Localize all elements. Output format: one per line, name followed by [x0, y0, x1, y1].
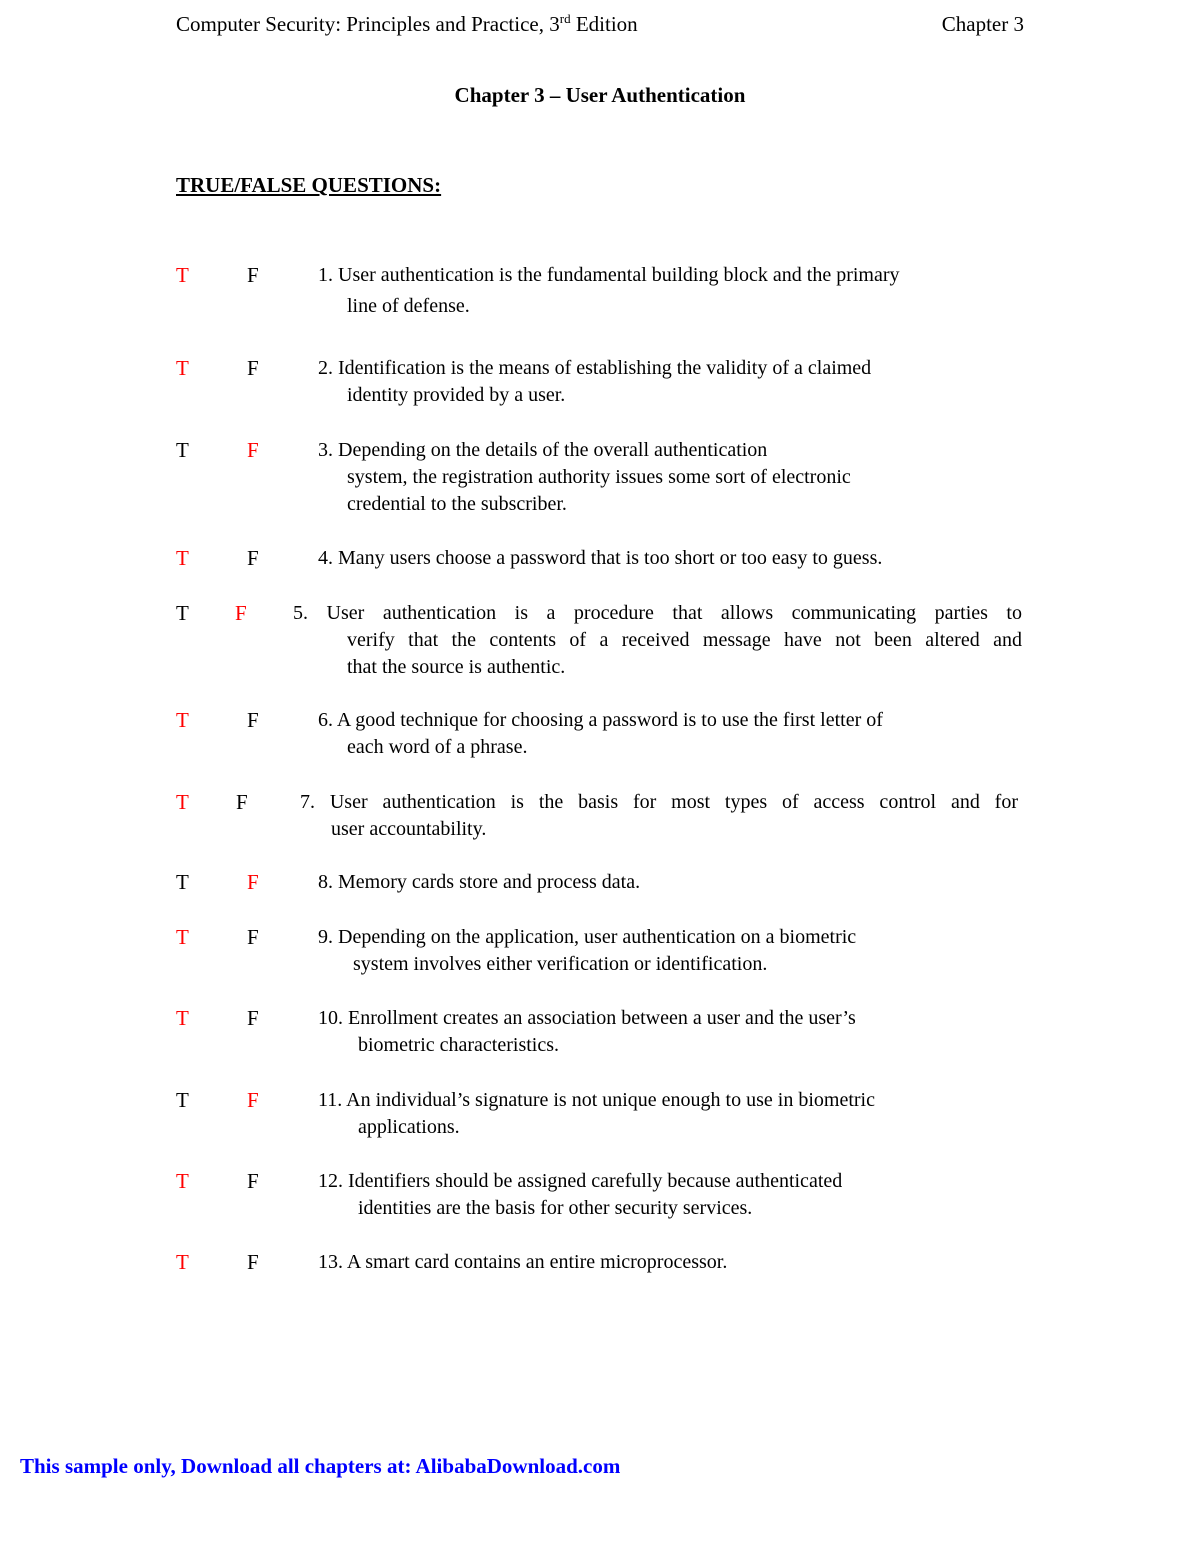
question-text [318, 1005, 1008, 1059]
question-line: line of defense. [347, 295, 470, 317]
false-option: F [247, 925, 259, 949]
download-notice: This sample only, Download all chapters at: AlibabaDownload.com [20, 1454, 621, 1478]
question-line: system, the registration authority issues some sort of electronic [347, 466, 851, 488]
true-option: T [176, 356, 189, 380]
question-text [318, 924, 1008, 978]
false-option: F [236, 790, 248, 814]
question-line: user accountability. [331, 818, 487, 840]
false-option: F [247, 263, 259, 287]
book-title: Computer Security: Principles and Practice, 3 [176, 12, 560, 36]
true-option: T [176, 546, 189, 570]
false-option: F [247, 1088, 259, 1112]
question-line: applications. [358, 1116, 460, 1138]
question-text [318, 545, 1008, 572]
false-option: F [247, 438, 259, 462]
question-text [318, 1249, 1008, 1276]
false-option: F [235, 601, 247, 625]
question-line: 6. A good technique for choosing a password is to use the first letter of [318, 709, 883, 731]
false-option: F [247, 546, 259, 570]
question-line: system involves either verification or identification. [353, 953, 768, 975]
question-line: 13. A smart card contains an entire microprocessor. [318, 1251, 728, 1273]
false-option: F [247, 356, 259, 380]
true-option: T [176, 438, 189, 462]
question-line: 4. Many users choose a password that is too short or too easy to guess. [318, 547, 883, 569]
question-line: 10. Enrollment creates an association between a user and the user’s [318, 1007, 856, 1029]
true-option: T [176, 263, 189, 287]
section-title: TRUE/FALSE QUESTIONS: [176, 173, 442, 197]
question-text [318, 355, 1008, 409]
false-option: F [247, 1250, 259, 1274]
question-line: 1. User authentication is the fundamental building block and the primary [318, 264, 900, 286]
question-text [318, 1168, 1008, 1222]
true-option: T [176, 708, 189, 732]
true-option: T [176, 1006, 189, 1030]
book-title-header [176, 10, 638, 38]
chapter-header: Chapter 3 [941, 12, 1024, 36]
false-option: F [247, 708, 259, 732]
question-text [300, 789, 1018, 843]
question-line: biometric characteristics. [358, 1034, 560, 1056]
true-option: T [176, 1088, 189, 1112]
question-line: 11. An individual’s signature is not unique enough to use in biometric [318, 1089, 875, 1111]
question-line: credential to the subscriber. [347, 493, 567, 515]
chapter-title: Chapter 3 – User Authentication [454, 83, 746, 107]
question-line: each word of a phrase. [347, 736, 528, 758]
question-line: identities are the basis for other security services. [358, 1197, 753, 1219]
true-option: T [176, 870, 189, 894]
question-line: 2. Identification is the means of establishing the validity of a claimed [318, 357, 872, 379]
question-text [318, 437, 1008, 518]
question-line: that the source is authentic. [347, 656, 566, 678]
edition-superscript: rd [559, 11, 571, 26]
true-option: T [176, 601, 189, 625]
question-line: 12. Identifiers should be assigned carefully because authenticated [318, 1170, 843, 1192]
question-text [318, 262, 1008, 320]
false-option: F [247, 870, 259, 894]
question-text [318, 1087, 1008, 1141]
question-line: 7. User authentication is the basis for most types of access control and for [300, 791, 1018, 813]
true-option: T [176, 1169, 189, 1193]
question-line: 9. Depending on the application, user authentication on a biometric [318, 926, 857, 948]
edition-word: Edition [570, 12, 638, 36]
true-option: T [176, 790, 189, 814]
question-text [293, 600, 1022, 681]
question-line: identity provided by a user. [347, 384, 566, 406]
question-text [318, 707, 1008, 761]
true-option: T [176, 1250, 189, 1274]
question-text [318, 869, 1008, 896]
question-line: 5. User authentication is a procedure that allows communicating parties to [293, 602, 1022, 624]
true-option: T [176, 925, 189, 949]
question-line: verify that the contents of a received message have not been altered and [347, 629, 1022, 651]
question-line: 3. Depending on the details of the overall authentication [318, 439, 768, 461]
question-line: 8. Memory cards store and process data. [318, 871, 641, 893]
false-option: F [247, 1006, 259, 1030]
false-option: F [247, 1169, 259, 1193]
